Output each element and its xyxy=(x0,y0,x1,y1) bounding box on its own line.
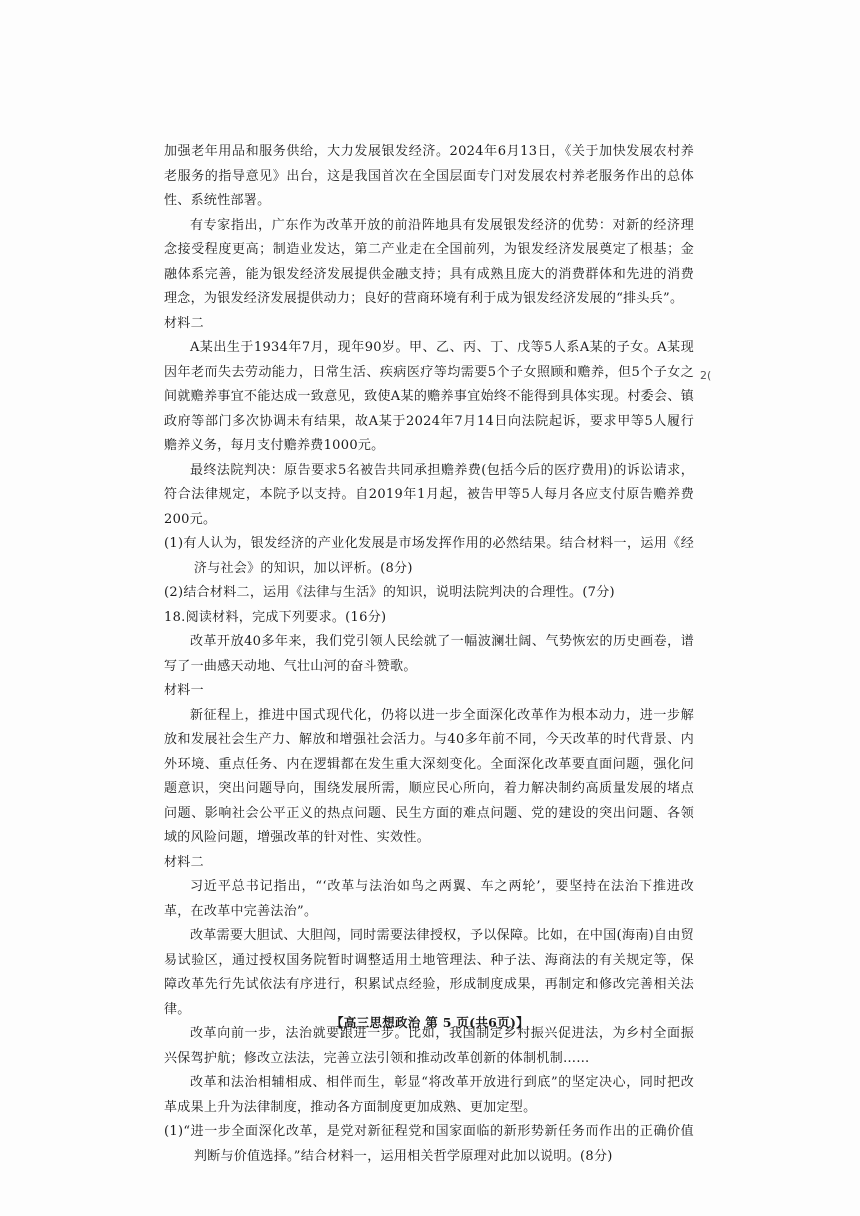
paragraph-silver-economy-policy: 加强老年用品和服务供给，大力发展银发经济。2024年6月13日，《关于加快发展农村养老服务的指导意见》出台，这是我国首次在全国层面专门对发展农村养老服务作出的总体性、系统性部署。 xyxy=(164,144,694,208)
question-18-1: (1)“进一步全面深化改革，是党对新征程党和国家面临的新形势新任务而作出的正确价值判断与价值选择。”结合材料一，运用相关哲学原理对此加以说明。(8分) xyxy=(164,1124,694,1164)
question-17-1: (1)有人认为，银发经济的产业化发展是市场发挥作用的必然结果。结合材料一，运用《经济与社会》的知识，加以评析。(8分) xyxy=(164,536,694,576)
page-footer: 【高三思想政治 第 5 页(共6页)】 xyxy=(331,1015,529,1030)
question-17-2: (2)结合材料二，运用《法律与生活》的知识，说明法院判决的合理性。(7分) xyxy=(164,585,615,600)
paragraph-case-facts: A某出生于1934年7月，现年90岁。甲、乙、丙、丁、戊等5人系A某的子女。A某现因年老而失去劳动能力，日常生活、疾病医疗等均需要5个子女照顾和赡养，但5个子女之间就赡养事宜不能达成一致意见，致使A某的赡养事宜始终不能得到具体实现。村委会、镇政府等部门多次协调未有结果，故A某于2024年7月14日向法院起诉，要求甲等5人履行赡养义务，每月支付赡养费1000元。 xyxy=(164,340,694,453)
paragraph-hainan-ftz: 改革需要大胆试、大胆闯，同时需要法律授权，予以保障。比如，在中国(海南)自由贸易试验区，通过授权国务院暂时调整适用土地管理法、种子法、海商法的有关规定等，保障改革先行先试依法有序进行，积累试点经验，形成制度成果，再制定和修改完善相关法律。 xyxy=(164,928,694,1017)
paragraph-deepen-reform: 新征程上，推进中国式现代化，仍将以进一步全面深化改革作为根本动力，进一步解放和发展社会生产力、解放和增强社会活力。与40多年前不同，今天改革的时代背景、内外环境、重点任务、内在逻辑都在发生重大深刻变化。全面深化改革要直面问题，强化问题意识，突出问题导向，围绕发展所需，顺应民心所向，着力解决制约高质量发展的堵点问题、影响社会公平正义的热点问题、民生方面的难点问题、党的建设的突出问题、各领域的风险问题，增强改革的针对性、实效性。 xyxy=(164,707,694,845)
paragraph-xi-quote: 习近平总书记指出，“‘改革与法治如鸟之两翼、车之两轮’，要坚持在法治下推进改革，在改革中完善法治”。 xyxy=(164,879,694,919)
material-two-heading-2: 材料二 xyxy=(164,854,204,870)
paragraph-reform-intro: 改革开放40多年来，我们党引领人民绘就了一幅波澜壮阔、气势恢宏的历史画卷，谱写了一曲感天动地、气壮山河的奋斗赞歌。 xyxy=(164,634,694,674)
paragraph-court-judgment: 最终法院判决：原告要求5名被告共同承担赡养费(包括今后的医疗费用)的诉讼请求，符合法律规定，本院予以支持。自2019年1月起，被告甲等5人每月各应支付原告赡养费200元。 xyxy=(164,462,694,527)
paragraph-rural-revitalization-law: 改革向前一步，法治就要跟进一步。比如，我国制定乡村振兴促进法，为乡村全面振兴保驾护航；修改立法法，完善立法引领和推动改革创新的体制机制…… xyxy=(164,1026,694,1066)
paragraph-expert-opinion: 有专家指出，广东作为改革开放的前沿阵地具有发展银发经济的优势：对新的经济理念接受程度更高；制造业发达，第二产业走在全国前列，为银发经济发展奠定了根基；金融体系完善，能为银发经济发展提供金融支持；具有成熟且庞大的消费群体和先进的消费理念，为银发经济发展提供动力；良好的营商环境有利于成为银发经济发展的“排头兵”。 xyxy=(164,217,694,306)
paragraph-reform-rule-of-law: 改革和法治相辅相成、相伴而生，彰显“将改革开放进行到底”的坚定决心，同时把改革成果上升为法律制度，推动各方面制度更加成熟、更加定型。 xyxy=(164,1075,694,1115)
material-one-heading: 材料一 xyxy=(164,683,204,698)
material-two-heading: 材料二 xyxy=(164,315,204,331)
question-18-heading: 18.阅读材料，完成下列要求。(16分) xyxy=(164,609,387,625)
margin-mark: 2( xyxy=(700,369,712,382)
